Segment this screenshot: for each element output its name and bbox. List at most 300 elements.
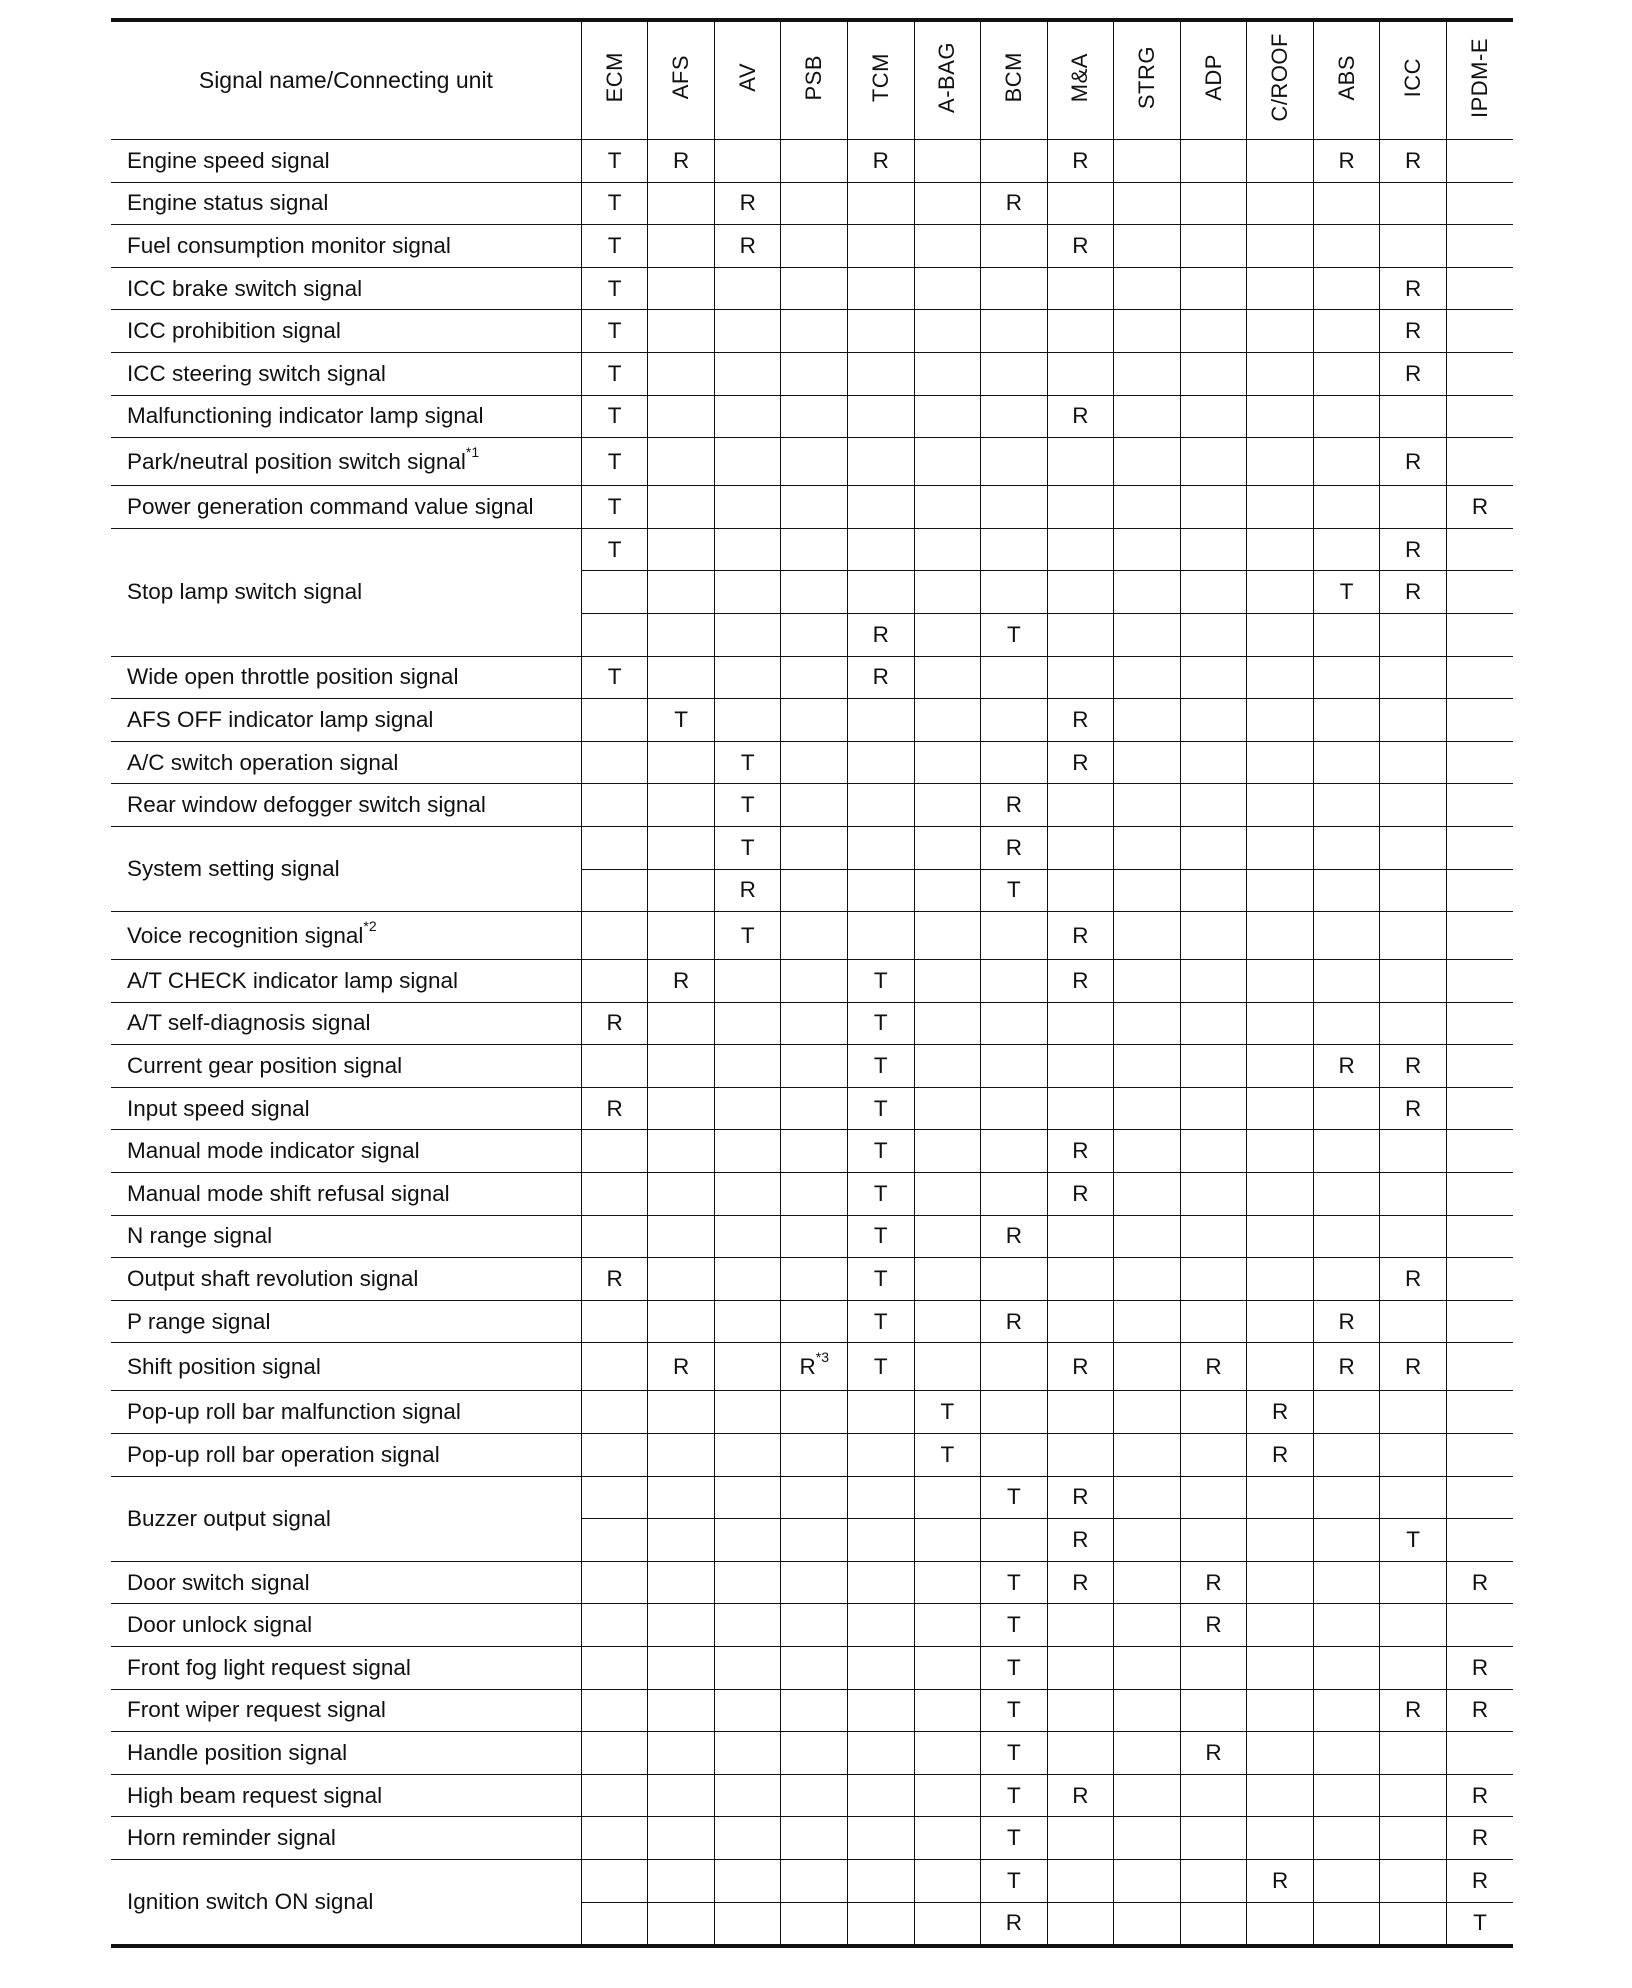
- signal-cell: [1180, 656, 1247, 699]
- signal-cell: [1380, 225, 1447, 268]
- signal-cell: [914, 1130, 981, 1173]
- signal-name: Park/neutral position switch signal: [127, 448, 466, 474]
- signal-cell: [1180, 352, 1247, 395]
- signal-cell: [1247, 352, 1314, 395]
- signal-name-cell: [111, 1732, 581, 1775]
- signal-cell: [981, 352, 1048, 395]
- signal-cell: [781, 1434, 848, 1477]
- signal-cell: [1180, 1817, 1247, 1860]
- signal-cell: [581, 912, 648, 960]
- signal-cell: [714, 1859, 781, 1902]
- signal-cell: [1313, 699, 1380, 742]
- signal-cell: R: [1380, 571, 1447, 614]
- signal-cell: [1313, 1689, 1380, 1732]
- signal-name: Pop-up roll bar malfunction signal: [127, 1399, 461, 1425]
- signal-name-cell: [111, 1258, 581, 1301]
- signal-table-sheet: [111, 18, 1513, 1948]
- signal-cell: [1114, 1774, 1181, 1817]
- signal-cell: [1114, 438, 1181, 486]
- signal-cell: [1114, 225, 1181, 268]
- signal-cell: [648, 571, 715, 614]
- signal-cell: [1380, 1902, 1447, 1946]
- signal-cell: [1380, 1774, 1447, 1817]
- signal-cell: [714, 1519, 781, 1562]
- signal-cell: [1247, 1476, 1314, 1519]
- signal-cell: [714, 699, 781, 742]
- header-unit: [1380, 20, 1447, 140]
- signal-cell: [714, 486, 781, 529]
- signal-name-cell: [111, 960, 581, 1003]
- signal-cell: [1180, 1476, 1247, 1519]
- signal-cell: [781, 1087, 848, 1130]
- signal-cell: [714, 310, 781, 353]
- signal-cell: [1114, 140, 1181, 183]
- signal-cell: [848, 1434, 915, 1477]
- header-unit-label: IPDM-E: [1466, 37, 1492, 118]
- signal-cell: [648, 1902, 715, 1946]
- signal-cell: [1446, 140, 1513, 183]
- signal-cell: [781, 225, 848, 268]
- signal-cell: [1247, 960, 1314, 1003]
- signal-cell: T: [581, 225, 648, 268]
- signal-cell: [648, 438, 715, 486]
- signal-cell: [781, 1647, 848, 1690]
- signal-cell: $R^{*3}$: [781, 1343, 848, 1391]
- signal-cell: [1114, 528, 1181, 571]
- signal-cell: [714, 613, 781, 656]
- signal-cell: [1446, 1215, 1513, 1258]
- signal-cell: [648, 1434, 715, 1477]
- signal-cell: R: [1047, 1561, 1114, 1604]
- signal-cell: [581, 1604, 648, 1647]
- signal-cell: [1180, 395, 1247, 438]
- signal-cell: [848, 225, 915, 268]
- signal-cell: [1247, 741, 1314, 784]
- header-unit: [1180, 20, 1247, 140]
- signal-cell: [1313, 912, 1380, 960]
- signal-name: Input speed signal: [127, 1095, 310, 1121]
- signal-cell: [1114, 1902, 1181, 1946]
- signal-cell: [1180, 869, 1247, 912]
- signal-cell: [648, 1087, 715, 1130]
- signal-cell: [1114, 1859, 1181, 1902]
- signal-cell: [1047, 869, 1114, 912]
- signal-cell: [1313, 1215, 1380, 1258]
- signal-cell: [581, 869, 648, 912]
- signal-cell: [1247, 486, 1314, 529]
- signal-cell: [914, 1258, 981, 1301]
- signal-cell: R: [1380, 1689, 1447, 1732]
- signal-cell: [1380, 1300, 1447, 1343]
- signal-cell: [1313, 1173, 1380, 1216]
- signal-name-cell: [111, 912, 581, 960]
- signal-cell: [1114, 1343, 1181, 1391]
- signal-cell: [848, 1561, 915, 1604]
- signal-cell: [1114, 1647, 1181, 1690]
- signal-cell: T: [714, 784, 781, 827]
- signal-name: ICC steering switch signal: [127, 360, 386, 386]
- table-row: [111, 267, 1513, 310]
- signal-cell: [848, 352, 915, 395]
- signal-cell: [1180, 1391, 1247, 1434]
- signal-cell: [1313, 1519, 1380, 1562]
- signal-cell: R: [714, 182, 781, 225]
- signal-cell: [781, 1258, 848, 1301]
- signal-cell: [1180, 784, 1247, 827]
- signal-cell: [848, 182, 915, 225]
- table-row: [111, 1689, 1513, 1732]
- signal-cell: [648, 656, 715, 699]
- table-body: [111, 140, 1513, 1947]
- signal-cell: R: [1180, 1343, 1247, 1391]
- signal-name-cell: [111, 1045, 581, 1088]
- signal-cell: [981, 486, 1048, 529]
- signal-cell: [1114, 1604, 1181, 1647]
- signal-cell: [1446, 267, 1513, 310]
- signal-cell: [848, 1817, 915, 1860]
- signal-cell: R: [714, 225, 781, 268]
- signal-cell: T: [848, 1173, 915, 1216]
- signal-cell: [1380, 1391, 1447, 1434]
- signal-cell: [1180, 140, 1247, 183]
- signal-cell: [781, 960, 848, 1003]
- signal-cell: R: [1047, 912, 1114, 960]
- signal-cell: [1180, 1215, 1247, 1258]
- signal-cell: [981, 528, 1048, 571]
- signal-cell: [1047, 486, 1114, 529]
- signal-name-cell: [111, 310, 581, 353]
- signal-cell: [981, 1343, 1048, 1391]
- signal-cell: [714, 1391, 781, 1434]
- signal-cell: [848, 1902, 915, 1946]
- signal-cell: [1247, 1343, 1314, 1391]
- signal-cell: [1247, 438, 1314, 486]
- signal-cell: [1446, 699, 1513, 742]
- signal-cell: [981, 1258, 1048, 1301]
- table-row: [111, 912, 1513, 960]
- signal-cell: [914, 1774, 981, 1817]
- signal-cell: [1180, 1045, 1247, 1088]
- signal-cell: T: [981, 1689, 1048, 1732]
- signal-name: ICC brake switch signal: [127, 275, 363, 301]
- signal-cell: [648, 784, 715, 827]
- signal-name-cell: [111, 1476, 581, 1561]
- signal-cell: [981, 225, 1048, 268]
- table-row: [111, 826, 1513, 869]
- signal-cell: [914, 486, 981, 529]
- signal-cell: [714, 1476, 781, 1519]
- signal-cell: R: [1380, 1045, 1447, 1088]
- table-row: [111, 699, 1513, 742]
- signal-cell: [1047, 1002, 1114, 1045]
- signal-cell: [1380, 912, 1447, 960]
- signal-cell: [1380, 826, 1447, 869]
- header-unit-label: TCM: [867, 52, 893, 103]
- signal-cell: [1180, 310, 1247, 353]
- signal-name: Current gear position signal: [127, 1053, 403, 1079]
- signal-cell: T: [648, 699, 715, 742]
- signal-cell: R: [1446, 486, 1513, 529]
- signal-cell: [1180, 613, 1247, 656]
- signal-cell: [848, 1859, 915, 1902]
- signal-cell: [1380, 960, 1447, 1003]
- signal-cell: [1047, 1902, 1114, 1946]
- header-unit-label: ECM: [601, 52, 627, 103]
- signal-cell: R: [1180, 1561, 1247, 1604]
- signal-cell: [714, 1002, 781, 1045]
- signal-cell: [648, 1300, 715, 1343]
- signal-name-cell: [111, 1130, 581, 1173]
- signal-cell: [1446, 1604, 1513, 1647]
- signal-cell: [1380, 1130, 1447, 1173]
- signal-cell: [1047, 1647, 1114, 1690]
- footnote-marker: *1: [465, 444, 480, 461]
- signal-cell: R: [1380, 438, 1447, 486]
- signal-cell: [914, 1817, 981, 1860]
- signal-name: Door unlock signal: [127, 1612, 313, 1638]
- signal-cell: [1247, 1519, 1314, 1562]
- header-unit: [1313, 20, 1380, 140]
- signal-name-cell: [111, 1002, 581, 1045]
- signal-cell: [1114, 869, 1181, 912]
- signal-cell: [781, 1391, 848, 1434]
- signal-cell: [581, 1689, 648, 1732]
- signal-cell: [1114, 1519, 1181, 1562]
- signal-name: Power generation command value signal: [127, 493, 534, 519]
- signal-cell: T: [581, 267, 648, 310]
- signal-cell: [1247, 1902, 1314, 1946]
- signal-name: A/T self-diagnosis signal: [127, 1010, 371, 1036]
- signal-cell: [914, 960, 981, 1003]
- signal-cell: [714, 1087, 781, 1130]
- signal-cell: [914, 1215, 981, 1258]
- signal-cell: [781, 310, 848, 353]
- signal-name-cell: [111, 1561, 581, 1604]
- signal-cell: [648, 1173, 715, 1216]
- signal-cell: [1180, 1647, 1247, 1690]
- signal-cell: [781, 1902, 848, 1946]
- signal-cell: T: [581, 310, 648, 353]
- signal-cell: [648, 613, 715, 656]
- table-row: [111, 1215, 1513, 1258]
- signal-cell: [914, 267, 981, 310]
- signal-cell: R: [1380, 528, 1447, 571]
- signal-cell: R: [848, 613, 915, 656]
- signal-cell: [1313, 1258, 1380, 1301]
- signal-cell: R: [1313, 1300, 1380, 1343]
- signal-cell: [914, 826, 981, 869]
- signal-cell: [1313, 960, 1380, 1003]
- header-unit-label: A-BAG: [934, 42, 960, 113]
- signal-cell: T: [848, 1087, 915, 1130]
- header-unit: [1047, 20, 1114, 140]
- signal-name: System setting signal: [127, 856, 340, 881]
- table-row: [111, 225, 1513, 268]
- signal-cell: [1047, 1689, 1114, 1732]
- signal-cell: [714, 571, 781, 614]
- signal-cell: T: [581, 140, 648, 183]
- signal-name-cell: [111, 1647, 581, 1690]
- signal-cell: [1047, 267, 1114, 310]
- signal-cell: [1180, 1130, 1247, 1173]
- signal-cell: T: [1380, 1519, 1447, 1562]
- signal-cell: R: [1047, 1519, 1114, 1562]
- signal-name: Fuel consumption monitor signal: [127, 232, 451, 258]
- signal-cell: [581, 1215, 648, 1258]
- signal-cell: [714, 140, 781, 183]
- signal-cell: [781, 140, 848, 183]
- signal-cell: [648, 1732, 715, 1775]
- signal-cell: [1313, 826, 1380, 869]
- signal-cell: [848, 784, 915, 827]
- signal-name: A/T CHECK indicator lamp signal: [127, 967, 458, 993]
- signal-cell: [1114, 912, 1181, 960]
- signal-cell: [781, 656, 848, 699]
- signal-name-cell: [111, 699, 581, 742]
- signal-cell: T: [848, 1215, 915, 1258]
- signal-name-cell: [111, 1689, 581, 1732]
- table-row: [111, 1173, 1513, 1216]
- table-row: [111, 1087, 1513, 1130]
- signal-cell: T: [981, 1647, 1048, 1690]
- signal-cell: [648, 528, 715, 571]
- signal-cell: [714, 656, 781, 699]
- header-unit: [714, 20, 781, 140]
- signal-cell: [1380, 784, 1447, 827]
- signal-cell: [1180, 1689, 1247, 1732]
- signal-cell: T: [981, 1859, 1048, 1902]
- signal-name-cell: [111, 395, 581, 438]
- signal-cell: [1247, 1173, 1314, 1216]
- signal-cell: [1380, 699, 1447, 742]
- signal-cell: R: [1380, 352, 1447, 395]
- signal-cell: T: [1313, 571, 1380, 614]
- header-unit: [581, 20, 648, 140]
- signal-name-cell: [111, 352, 581, 395]
- signal-cell: [648, 182, 715, 225]
- signal-cell: [914, 1300, 981, 1343]
- signal-name-cell: [111, 140, 581, 183]
- signal-cell: T: [848, 1002, 915, 1045]
- signal-cell: R: [1047, 1130, 1114, 1173]
- signal-cell: [1114, 613, 1181, 656]
- signal-cell: [981, 267, 1048, 310]
- signal-cell: [1380, 1173, 1447, 1216]
- signal-cell: [1114, 1476, 1181, 1519]
- table-row: [111, 1130, 1513, 1173]
- signal-cell: [781, 1002, 848, 1045]
- signal-cell: [1247, 1130, 1314, 1173]
- signal-cell: [648, 352, 715, 395]
- signal-cell: R: [981, 784, 1048, 827]
- signal-cell: [781, 869, 848, 912]
- signal-cell: [581, 1045, 648, 1088]
- signal-cell: R: [1247, 1391, 1314, 1434]
- signal-cell: [1313, 1391, 1380, 1434]
- signal-cell: [1180, 1434, 1247, 1477]
- signal-cell: R: [1446, 1689, 1513, 1732]
- signal-cell: [981, 656, 1048, 699]
- signal-cell: R: [1047, 140, 1114, 183]
- signal-cell: R: [1380, 310, 1447, 353]
- signal-cell: [914, 571, 981, 614]
- signal-cell: [1180, 267, 1247, 310]
- signal-cell: [1313, 1476, 1380, 1519]
- signal-cell: [914, 352, 981, 395]
- signal-cell: [714, 1434, 781, 1477]
- signal-cell: [914, 140, 981, 183]
- signal-cell: [1247, 1561, 1314, 1604]
- signal-name-cell: [111, 1859, 581, 1946]
- signal-cell: [1247, 613, 1314, 656]
- signal-cell: [648, 1215, 715, 1258]
- signal-cell: T: [581, 352, 648, 395]
- signal-cell: [981, 960, 1048, 1003]
- signal-cell: [1047, 1258, 1114, 1301]
- signal-cell: [648, 486, 715, 529]
- signal-cell: R: [1446, 1817, 1513, 1860]
- signal-cell: [914, 1002, 981, 1045]
- table-row: [111, 656, 1513, 699]
- signal-cell: [1313, 869, 1380, 912]
- signal-name: ICC prohibition signal: [127, 318, 341, 344]
- signal-cell: [714, 395, 781, 438]
- signal-cell: [914, 1561, 981, 1604]
- signal-cell: [1114, 1002, 1181, 1045]
- signal-cell: [914, 741, 981, 784]
- signal-cell: [1247, 1215, 1314, 1258]
- signal-cell: [1313, 528, 1380, 571]
- signal-cell: [981, 699, 1048, 742]
- signal-cell: [781, 699, 848, 742]
- signal-cell: [1180, 1300, 1247, 1343]
- signal-cell: [1180, 1173, 1247, 1216]
- signal-cell: [1180, 225, 1247, 268]
- header-unit: [781, 20, 848, 140]
- signal-cell: [648, 1561, 715, 1604]
- signal-name: N range signal: [127, 1223, 273, 1249]
- signal-cell: T: [581, 438, 648, 486]
- signal-cell: [1247, 395, 1314, 438]
- signal-cell: [581, 1391, 648, 1434]
- signal-cell: [1446, 528, 1513, 571]
- header-unit: [848, 20, 915, 140]
- header-unit-label: AFS: [668, 55, 694, 100]
- signal-cell: [1114, 1391, 1181, 1434]
- signal-cell: [1047, 310, 1114, 353]
- signal-cell: [1180, 1087, 1247, 1130]
- signal-name-cell: [111, 267, 581, 310]
- signal-cell: [714, 1774, 781, 1817]
- signal-cell: [781, 352, 848, 395]
- signal-cell: R: [1380, 1258, 1447, 1301]
- signal-cell: [848, 1519, 915, 1562]
- signal-cell: [714, 1604, 781, 1647]
- signal-name: Handle position signal: [127, 1739, 348, 1765]
- header-unit-label: STRG: [1133, 45, 1159, 110]
- signal-cell: [848, 1604, 915, 1647]
- signal-cell: [1180, 486, 1247, 529]
- signal-cell: [914, 1902, 981, 1946]
- signal-name: AFS OFF indicator lamp signal: [127, 706, 434, 732]
- signal-name-cell: [111, 656, 581, 699]
- signal-cell: [714, 267, 781, 310]
- signal-cell: [1313, 395, 1380, 438]
- signal-cell: [914, 1045, 981, 1088]
- signal-cell: [914, 438, 981, 486]
- signal-cell: [781, 1774, 848, 1817]
- signal-cell: [1313, 310, 1380, 353]
